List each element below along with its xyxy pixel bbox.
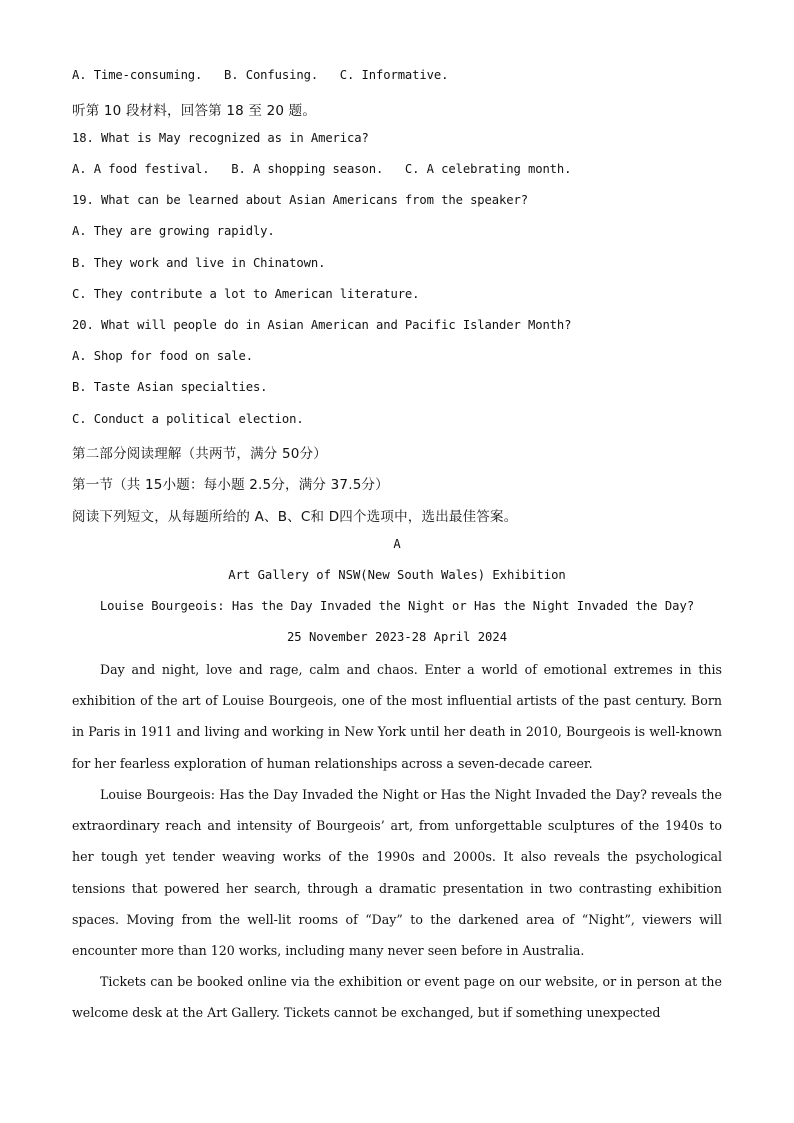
passage-letter: A: [393, 537, 401, 551]
passage-paragraph-2: Louise Bourgeois: Has the Day Invaded the Night or Has the Night Invaded the Day? reveals the extraordinary reach and intensity of Bourgeois’ art, from unforgettable sculptures of the 1940s to her tough yet tender weaving works of the 1990s and 2000s. It also reveals the psychological tensions that powered her search, through a dramatic presentation in two contrasting exhibition spaces. Moving from the well-lit rooms of “Day” to the darkened area of “Night”, viewers will encounter more than 120 works, including many never seen before in Australia.: [72, 787, 722, 959]
passage-paragraph-3: Tickets can be booked online via the exhibition or event page on our website, or in person at the welcome desk at the Art Gallery. Tickets cannot be exchanged, but if something unexpected: [72, 974, 722, 1021]
q19-option-b: B. They work and live in Chinatown.: [72, 256, 326, 270]
exhibition-dates: 25 November 2023-28 April 2024: [286, 630, 508, 644]
q18-stem: 18. What is May recognized as in America?: [72, 131, 369, 145]
reading-instructions: 阅读下列短文，从每题所给的 A、B、C和 D四个选项中，选出最佳答案。: [72, 509, 518, 525]
q20-option-c: C. Conduct a political election.: [72, 412, 304, 426]
section1-heading: 第一节（共 15小题：每小题 2.5分，满分 37.5分）: [72, 477, 389, 493]
q20-stem: 20. What will people do in Asian American and Pacific Islander Month?: [72, 318, 572, 332]
q20-option-a: A. Shop for food on sale.: [72, 349, 253, 363]
q20-option-b: B. Taste Asian specialties.: [72, 380, 268, 394]
exhibition-title: Art Gallery of NSW(New South Wales) Exhibition: [228, 568, 566, 582]
q17-options: A. Time-consuming. B. Confusing. C. Informative.: [72, 68, 449, 82]
exhibition-subtitle: Louise Bourgeois: Has the Day Invaded the Night or Has the Night Invaded the Day?: [99, 599, 695, 613]
q19-stem: 19. What can be learned about Asian Americans from the speaker?: [72, 193, 528, 207]
q19-option-c: C. They contribute a lot to American literature.: [72, 287, 420, 301]
passage-paragraph-1: Day and night, love and rage, calm and chaos. Enter a world of emotional extremes in this exhibition of the art of Louise Bourgeois, one of the most influential artists of the past century. Born in Paris in 1911 and living and working in New York until her death in 2010, Bourgeois is well-known for her fearless exploration of human relationships across a seven-decade career.: [72, 662, 722, 771]
q19-option-a: A. They are growing rapidly.: [72, 224, 275, 238]
part2-heading: 第二部分阅读理解（共两节，满分 50分）: [72, 446, 327, 462]
section10-intro: 听第 10 段材料，回答第 18 至 20 题。: [72, 103, 317, 119]
q18-options: A. A food festival. B. A shopping season. C. A celebrating month.: [72, 162, 572, 176]
